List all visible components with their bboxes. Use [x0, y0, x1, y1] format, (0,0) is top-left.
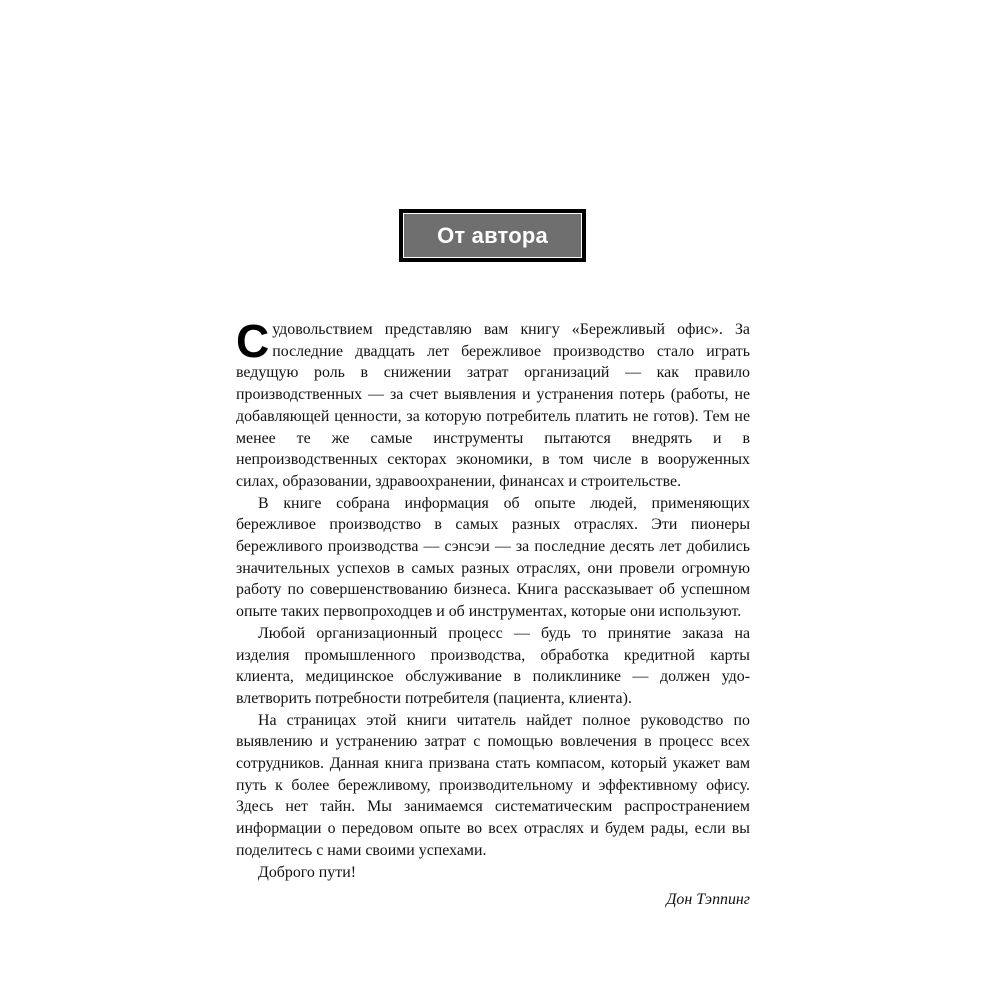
section-heading-box: [399, 209, 586, 262]
body-text: [236, 315, 750, 911]
paragraph-5: Доброго пути!: [258, 863, 356, 881]
section-heading-inner: [403, 213, 582, 258]
paragraph-4: На страницах этой книги читатель найдет полное руководство по выявлению и устранению затрат с помощью вовлечения в процесс всех сотрудников. Данная книга призвана стать компасом, который укажет вам путь к более бережливому, производительному и эффективному офису. Здесь нет тайн. Мы занимаемся систематическим распространением информации о передовом опыте во всех отраслях и будем рады, если вы поделитесь с нами своими успехами.: [236, 711, 750, 859]
paragraph-1: [236, 315, 750, 493]
paragraph-1-text: удовольствием представляю вам книгу «Бережливый офис». За последние двадцать лет бережливое производство стало играть ведущую роль в снижении затрат организаций — как правило производственных — за счет выявления и устранения потерь (работы, не добавляющей ценности, за которую потребитель платить не готов). Тем не менее те же самые инструменты пытаются внедрять и в непроизводственных секторах экономики, в том числе в вооруженных силах, образовании, здравоохранении, финансах и строительстве.: [236, 321, 750, 490]
paragraph-3: Любой организационный процесс — будь то принятие заказа на изделия промышленного производства, обработка кредитной карты клиента, медицинское обслуживание в поликлинике — должен удовлетворить потребности потребителя (пациента, клиента).: [236, 624, 750, 707]
section-heading-title: От автора: [437, 222, 548, 248]
author-signature: Дон Тэппинг: [666, 891, 750, 909]
drop-cap: С: [236, 315, 270, 367]
paragraph-2: В книге собрана информация об опыте людей, применяющих бережливое производство в самых разных отраслях. Эти пионеры бережливого производства — сэнсэи — за последние десять лет добились значительных успехов в самых разных отраслях, они провели огромную работу по совершенствованию бизнеса. Книга рассказывает об успешном опыте таких первопроходцев и об инструментах, которые они используют.: [236, 494, 750, 621]
